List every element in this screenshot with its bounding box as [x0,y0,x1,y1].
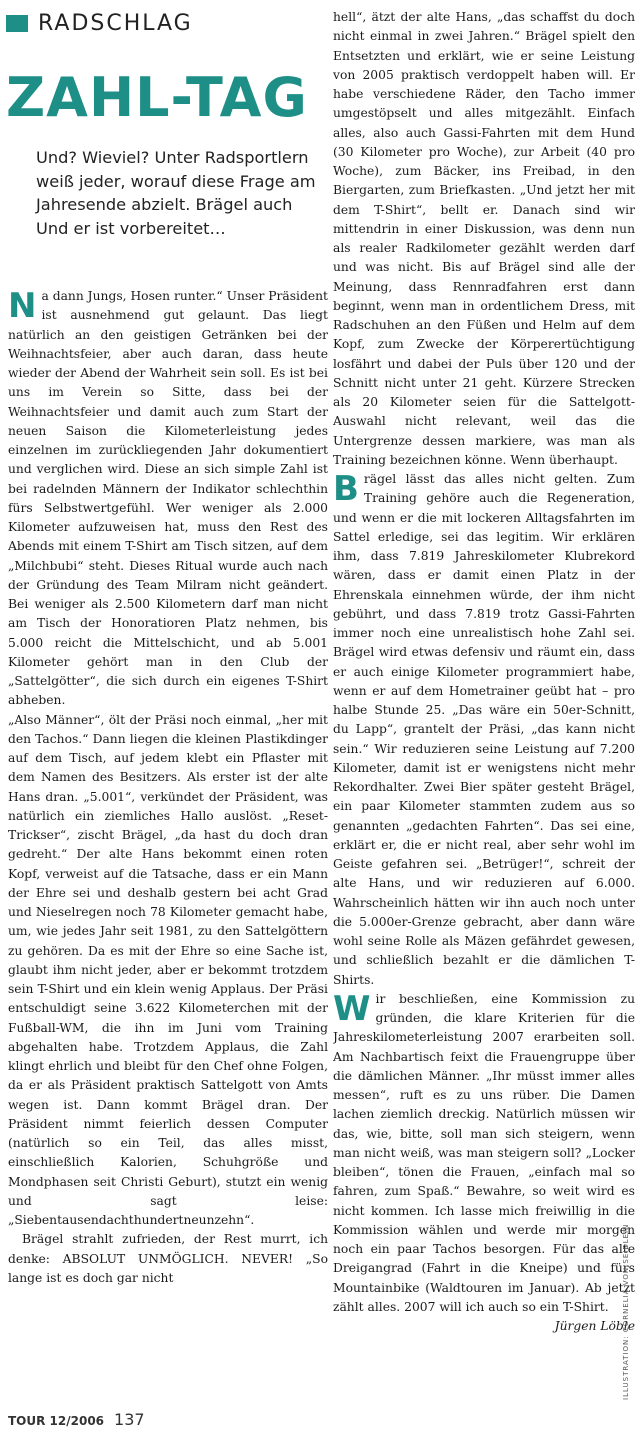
magazine-issue: TOUR 12/2006 [8,1414,105,1428]
paragraph: hell“, ätzt der alte Hans, „das schaffst du doch nicht einmal in zwei Jahren.“ Brägel spielt den Entsetzten und erklärt, wie er seine Leistung von 2005 praktisch verdoppelt haben will. Er habe verschiedene Räder, den Tacho immer umgestöpselt und alles mitgezählt. Einfach alles, also auch Gassi-Fahrten mit dem Hund (30 Kilometer pro Woche), zur Arbeit (40 pro Woche), zum Bäcker, ins Freibad, in den Biergarten, zum Briefkasten. „Und jetzt her mit dem T-Shirt“, bellt er. Danach sind wir mittendrin in einer Diskussion, was denn nun als realer Radkilometer gezählt werden darf und was nicht. Bis auf Brägel sind alle der Meinung, dass Rennradfahren erst dann beginnt, wenn man in ordentlichem Dress, mit Radschuhen an den Füßen und Helm auf dem Kopf, zum Zwecke der Körperertüchtigung losfährt und dabei der Puls über 120 und der Schnitt nicht unter 21 geht. Kürzere Strecken als 20 Kilometer seien für die Sattelgott-Auswahl nicht relevant, weil das die Untergrenze dessen markiere, was man als Training bezeichnen könne. Wenn überhaupt. [333,10,635,467]
page-footer [8,1410,145,1438]
paragraph-text: ir beschließen, eine Kommission zu gründen, die klare Kriterien für die Jahreskilometerleistung 2007 erarbeiten soll. Am Nachbartisch feixt die Frauengruppe über die dämlichen Männer. „Ihr müsst immer alles messen“, ruft es zu uns rüber. Die Damen lachen ziemlich dreckig. Natürlich müssen wir das, wie, bitte, soll man sich steigern, wenn man nicht weiß, was man steigern soll? „Locker bleiben“, tönen die Frauen, „einfach mal so fahren, zum Spaß.“ Bewahre, so weit wird es nicht kommen. Ich lasse mich freiwillig in die Kommission wählen und werde mir morgen noch ein paar Tachos besorgen. Für das alte Dreigangrad (Fahrt in die Kneipe) und fürs Mountainbike (Waldtouren im Januar). Ab jetzt zählt alles. 2007 will ich auch so ein T-Shirt. [333,991,635,1314]
paragraph [8,287,328,711]
paragraph-text: a dann Jungs, Hosen runter.“ Unser Präsident ist ausnehmend gut gelaunt. Das liegt natürlich an den geistigen Getränken bei der Weihnachtsfeier, aber auch daran, dass heute wieder der Abend der Wahrheit sein soll. Es ist bei uns im Verein so Sitte, dass bei der Weihnachtsfeier und damit auch zum Start der neuen Saison die Kilometerleistung jedes einzelnen im zurückliegenden Jahr dokumentiert und verglichen wird. Diese an sich simple Zahl ist bei radelnden Männern der Indikator schlechthin fürs Selbstwertgefühl. Wer weniger als 2.000 Kilometer aufzuweisen hat, muss den Rest des Abends mit einem T-Shirt am Tisch sitzen, auf dem „Milchbubi“ steht. Dieses Ritual wurde auch nach der Gründung des Team Milram nicht geändert. Bei weniger als 2.500 Kilometern darf man nicht am Tisch der Honoratioren Platz nehmen, bis 5.000 reicht die Mittelschicht, und ab 5.001 Kilometer gehört man in den Club der „Sattelgötter“, die sich durch ein eigenes T-Shirt abheben. [8,289,328,708]
drop-cap: N [8,287,37,326]
section-rubric [6,8,193,38]
illustration-credit: ILLUSTRATION: CORNELIA VON SEIDLEIN [622,1223,630,1400]
page-number: 137 [114,1410,145,1429]
paragraph-text: rägel lässt das alles nicht gelten. Zum Training gehöre auch die Regeneration, und wenn er die mit lockeren Alltagsfahrten im Sattel erledige, sei das legitim. Wir erklären ihm, dass 7.819 Jahreskilometer Klubrekord wären, dass er damit einen Platz in der Ehrenskala einnehmen würde, der ihm nicht gebührt, und dass 7.819 trotz Gassi-Fahrten immer noch eine unrealistisch hohe Zahl sei. Brägel wird etwas defensiv und räumt ein, dass er auch einige Kilometer programmiert habe, wenn er auf dem Hometrainer geübt hat – pro halbe Stunde 25. „Das wäre ein 50er-Schnitt, du Lapp“, grantelt der Präsi, „das kann nicht sein.“ Wir reduzieren seine Leistung auf 7.200 Kilometer, damit ist er wenigstens nicht mehr Rekordhalter. Zwei Bier später gesteht Brägel, ein paar Kilometer stammten zudem aus so genannten „gedachten Fahrten“. Das sei eine, erklärt er, die er nicht real, aber sehr wohl im Geiste gefahren sei. „Betrüger!“, schreit der alte Hans, und wir reduzieren auf 6.000. Wahrscheinlich hätten wir ihn auch noch unter die 5.000er-Grenze gebracht, aber dann wäre wohl seine Rolle als Mäzen gefährdet gewesen, und schließlich bezahlt er die dämlichen T-Shirts. [333,472,635,987]
author-signature: Jürgen Löble [554,1319,635,1333]
drop-cap: W [333,988,371,1029]
paragraph [333,470,635,990]
paragraph: „Also Männer“, ölt der Präsi noch einmal, „her mit den Tachos.“ Dann liegen die kleinen Plastikdinger auf dem Tisch, auf jedem klebt ein Pflaster mit dem Namen des Besitzers. Als erster ist der alte Hans dran. „5.001“, verkündet der Präsident, was natürlich ein ziemliches Hallo auslöst. „Reset-Trickser“, zischt Brägel, „da hast du doch dran gedreht.“ Der alte Hans bekommt einen roten Kopf, verweist auf die Tatsache, dass er ein Mann der Ehre sei und deshalb gestern bei acht Grad und Nieselregen noch 78 Kilometer gemacht habe, um, wie jedes Jahr seit 1981, zu den Sattelgöttern zu gehören. Da es mit der Ehre so eine Sache ist, glaubt ihm nicht jeder, aber er bekommt trotzdem sein T-Shirt und ein klein wenig Applaus. Der Präsi entschuldigt seine 3.622 Kilometerchen mit der Fußball-WM, die ihn im Juni vom Training abgehalten habe. Trotzdem Applaus, die Zahl klingt ehrlich und bleibt für den Chef ohne Folgen, da er als Präsident praktisch Sattelgott von Amts wegen ist. Dann kommt Brägel dran. Der Präsident nimmt feierlich dessen Computer (natürlich so ein Teil, das alles misst, einschließlich Kalorien, Schuhgröße und Mondphasen seit Christi Geburt), stutzt ein wenig und sagt leise: „Siebentausendachthundertneunzehn“. [8,712,328,1227]
paragraph [333,988,635,1333]
rubric-label: RADSCHLAG [38,10,193,36]
intro-text: Und? Wieviel? Unter Radsportlern weiß jeder, worauf diese Frage am Jahresende abzielt. Brägel auch Und er ist vorbereitet… [36,148,316,238]
drop-cap: B [333,469,359,509]
rubric-bar [6,15,28,32]
headline: ZAHL-TAG [6,66,308,129]
paragraph: Brägel strahlt zufrieden, der Rest murrt, ich denke: ABSOLUT UNMÖGLICH. NEVER! „So lange ist es doch gar nicht [8,1232,328,1285]
article-column-2 [333,8,635,1400]
article-column-1 [8,287,328,1403]
